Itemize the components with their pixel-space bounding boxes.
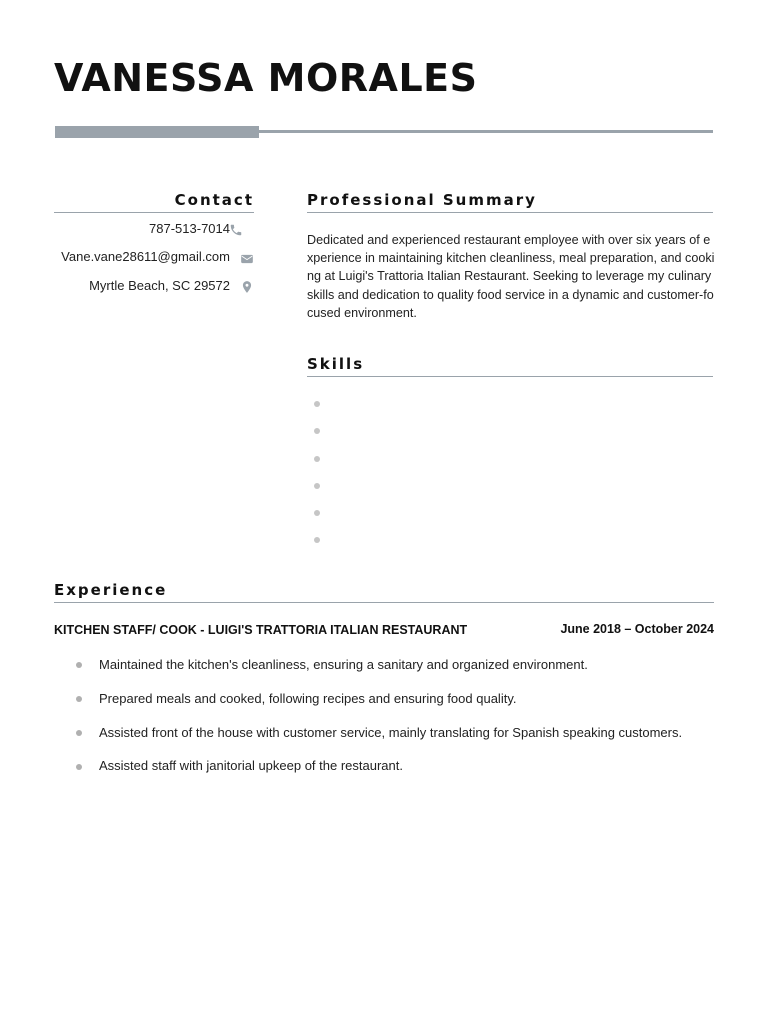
contact-divider	[54, 212, 254, 213]
bullet-dot	[76, 662, 82, 668]
skill-bullet	[314, 428, 320, 434]
bullet-dot	[76, 730, 82, 736]
summary-divider	[307, 212, 713, 213]
job-title: KITCHEN STAFF/ COOK - LUIGI'S TRATTORIA ITALIAN RESTAURANT	[54, 623, 468, 637]
job-dates: June 2018 – October 2024	[560, 622, 714, 636]
experience-bullet: Assisted staff with janitorial upkeep of the restaurant.	[99, 758, 403, 773]
summary-text: Dedicated and experienced restaurant employee with over six years of experience in maintaining kitchen cleanliness, meal preparation, and cooking at Luigi's Trattoria Italian Restaurant. Seeking to leverage my culinary skills and dedication to quality food service in a dynamic and customer-focused environment.	[307, 233, 715, 320]
summary-heading: Professional Summary	[307, 191, 537, 209]
header-rule-thin	[259, 130, 713, 133]
experience-bullet: Maintained the kitchen's cleanliness, ensuring a sanitary and organized environment.	[99, 657, 588, 672]
bullet-dot	[76, 764, 82, 770]
contact-phone: 787-513-7014	[149, 221, 230, 236]
skill-bullet	[314, 483, 320, 489]
envelope-icon	[240, 252, 254, 266]
phone-icon	[229, 223, 243, 237]
experience-bullet: Assisted front of the house with customer service, mainly translating for Spanish speaking customers.	[99, 725, 683, 740]
skills-heading: Skills	[307, 355, 365, 373]
skill-bullet	[314, 537, 320, 543]
skill-bullet	[314, 401, 320, 407]
skill-bullet	[314, 510, 320, 516]
contact-location: Myrtle Beach, SC 29572	[89, 278, 230, 293]
experience-heading: Experience	[54, 581, 168, 599]
contact-heading: Contact	[174, 191, 254, 209]
candidate-name: VANESSA MORALES	[54, 56, 478, 100]
bullet-dot	[76, 696, 82, 702]
experience-divider	[54, 602, 714, 603]
skills-divider	[307, 376, 713, 377]
contact-email[interactable]: Vane.vane28611@gmail.com	[61, 249, 230, 264]
map-pin-icon	[240, 280, 254, 294]
skill-bullet	[314, 456, 320, 462]
header-rule-thick	[55, 126, 259, 138]
experience-bullet: Prepared meals and cooked, following recipes and ensuring food quality.	[99, 691, 517, 706]
